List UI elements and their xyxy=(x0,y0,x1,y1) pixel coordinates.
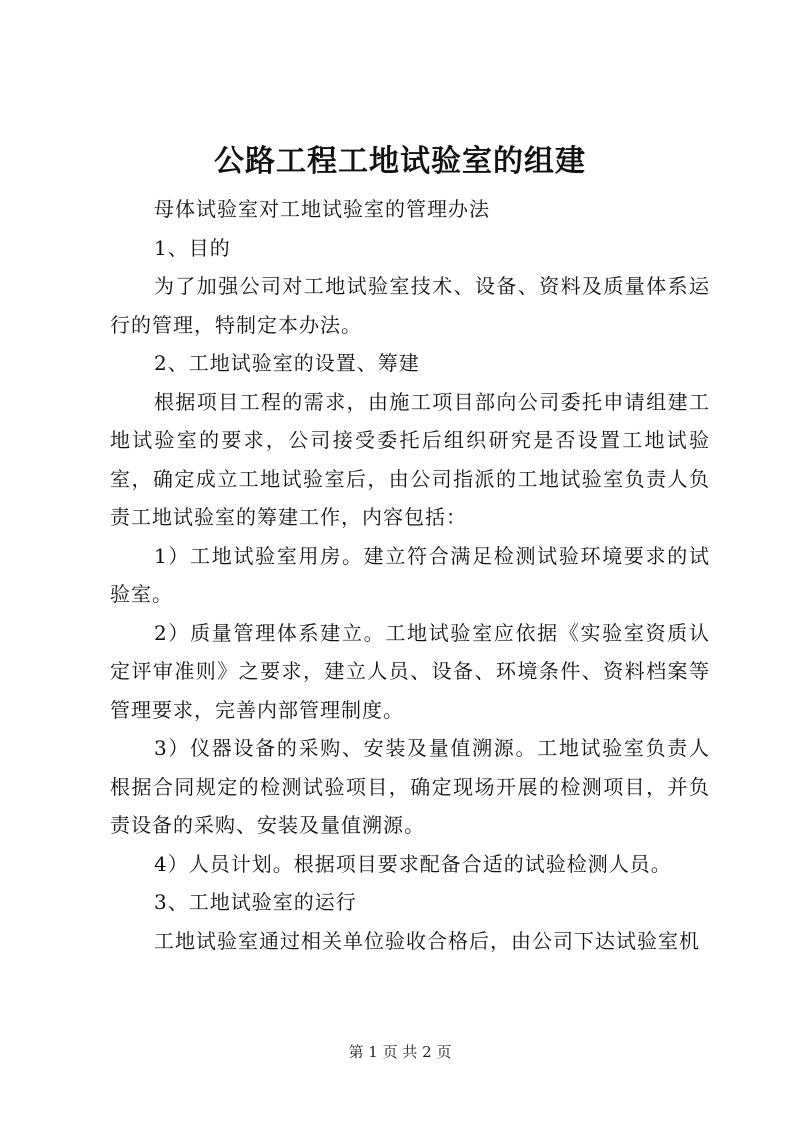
document-title: 公路工程工地试验室的组建 xyxy=(214,144,586,179)
section-heading-3: 3、工地试验室的运行 xyxy=(154,890,357,914)
document-body xyxy=(110,190,710,960)
paragraph-3: 根据项目工程的需求，由施工项目部向公司委托申请组建工地试验室的要求，公司接受委托后组织研究是否设置工地试验室，确定成立工地试验室后，由公司指派的工地试验室负责人负责工地试验室的筹建工作，内容包括： xyxy=(110,389,710,529)
list-item-1: 1）工地试验室用房。建立符合满足检测试验环境要求的试验室。 xyxy=(110,543,710,606)
section-heading-1: 1、目的 xyxy=(154,235,231,260)
page-footer: 第 1 页 共 2 页 xyxy=(348,1043,452,1061)
paragraph-4: 工地试验室通过相关单位验收合格后，由公司下达试验室机 xyxy=(154,928,700,953)
paragraph-2: 为了加强公司对工地试验室技术、设备、资料及质量体系运行的管理，特制定本办法。 xyxy=(110,274,710,337)
section-heading-2: 2、工地试验室的设置、筹建 xyxy=(154,351,420,375)
paragraph-1: 母体试验室对工地试验室的管理办法 xyxy=(154,197,490,221)
list-item-2: 2）质量管理体系建立。工地试验室应依据《实验室资质认定评审准则》之要求，建立人员、设备、环境条件、资料档案等管理要求，完善内部管理制度。 xyxy=(110,620,710,722)
list-item-4: 4）人员计划。根据项目要求配备合适的试验检测人员。 xyxy=(154,851,672,876)
list-item-3: 3）仪器设备的采购、安装及量值溯源。工地试验室负责人根据合同规定的检测试验项目，确定现场开展的检测项目，并负责设备的采购、安装及量值溯源。 xyxy=(110,736,710,837)
